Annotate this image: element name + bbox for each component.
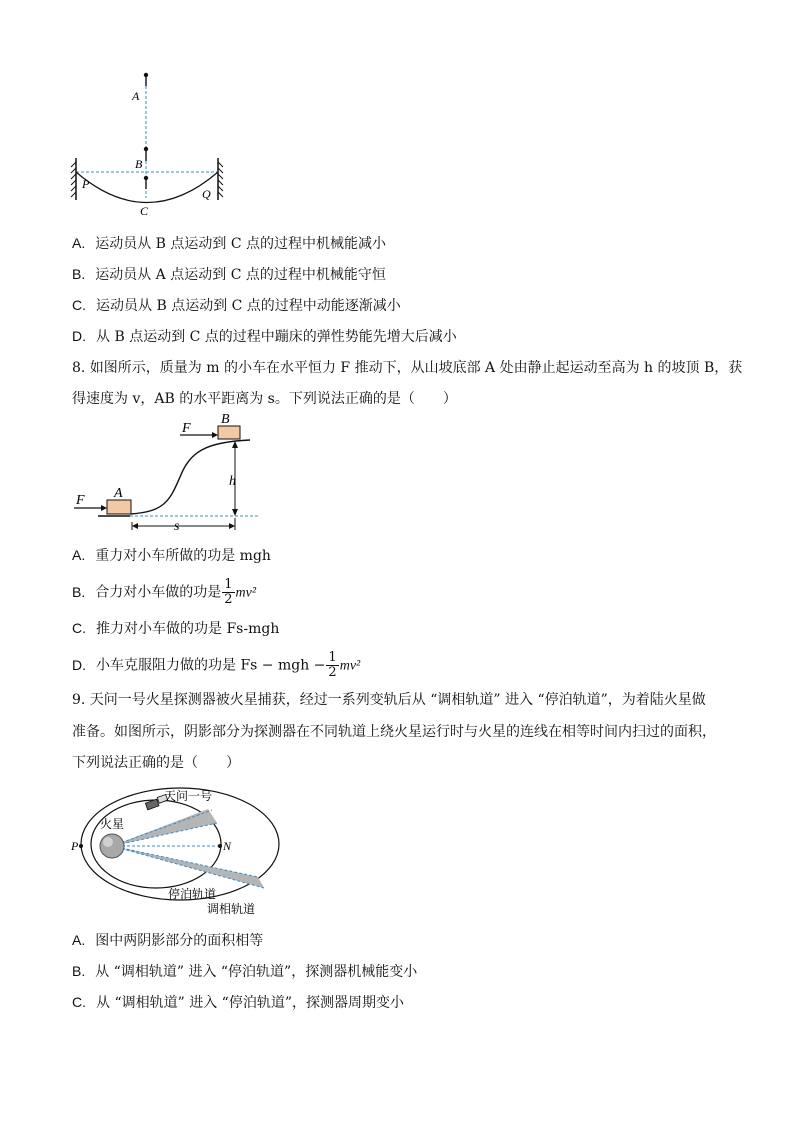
q8-option-d: D. 小车克服阻力做的功是 Fs − mgh − $\frac{1}{2}$ mv² bbox=[72, 650, 361, 680]
q7-option-a: A. 运动员从 B 点运动到 C 点的过程中机械能减小 bbox=[72, 235, 387, 252]
slope-figure bbox=[70, 412, 270, 534]
fraction: $\frac{1}{2}$ bbox=[224, 577, 233, 607]
point-Q-label: Q bbox=[202, 187, 211, 201]
point-B-label: B bbox=[135, 157, 143, 171]
probe-label: 天问一号 bbox=[164, 789, 213, 803]
q8-option-c: C. 推力对小车做的功是 Fs-mgh bbox=[72, 620, 280, 637]
height-h-label: h bbox=[229, 474, 236, 489]
point-P-label: P bbox=[71, 839, 79, 853]
force-F1-label: F bbox=[76, 493, 85, 508]
point-P-label: P bbox=[82, 177, 90, 191]
q9-option-b: B. 从 “调相轨道” 进入 “停泊轨道”，探测器机械能变小 bbox=[72, 963, 418, 980]
point-A-label: A bbox=[132, 89, 140, 103]
q7-option-b: B. 运动员从 A 点运动到 C 点的过程中机械能守恒 bbox=[72, 266, 386, 283]
point-N-label: N bbox=[223, 839, 232, 853]
point-A-label: A bbox=[114, 486, 123, 501]
orbit-figure bbox=[70, 782, 290, 922]
q8-stem-line2: 得速度为 v，AB 的水平距离为 s。下列说法正确的是（ ） bbox=[72, 391, 457, 407]
point-B-label: B bbox=[221, 412, 230, 427]
mars-label: 火星 bbox=[100, 817, 125, 831]
q9-stem-line2: 准备。如图所示，阴影部分为探测器在不同轨道上绕火星运行时与火星的连线在相等时间内扫过的面积， bbox=[72, 724, 716, 740]
q7-option-c: C. 运动员从 B 点运动到 C 点的过程中动能逐渐减小 bbox=[72, 297, 401, 314]
q8-option-a: A. 重力对小车所做的功是 mgh bbox=[72, 547, 271, 564]
q9-stem-line1: 9. 天问一号火星探测器被火星捕获，经过一系列变轨后从 “调相轨道” 进入 “停泊轨道”，为着陆火星做 bbox=[72, 692, 706, 708]
q9-option-a: A. 图中两阴影部分的面积相等 bbox=[72, 932, 264, 949]
q8-option-b: B. 合力对小车做的功是 $\frac{1}{2}$ mv² bbox=[72, 577, 257, 607]
point-C-label: C bbox=[140, 204, 149, 218]
force-F2-label: F bbox=[182, 421, 191, 436]
fraction: $\frac{1}{2}$ bbox=[328, 650, 337, 680]
phasing-orbit-label: 调相轨道 bbox=[207, 902, 256, 916]
distance-s-label: s bbox=[174, 519, 180, 534]
q9-stem-line3: 下列说法正确的是（ ） bbox=[72, 755, 240, 771]
q8-stem-line1: 8. 如图所示，质量为 m 的小车在水平恒力 F 推动下，从山坡底部 A 处由静止起运动至高为 h 的坡顶 B，获 bbox=[72, 360, 743, 376]
parking-orbit-label: 停泊轨道 bbox=[168, 887, 217, 901]
q7-option-d: D. 从 B 点运动到 C 点的过程中蹦床的弹性势能先增大后减小 bbox=[72, 328, 457, 345]
q9-option-c: C. 从 “调相轨道” 进入 “停泊轨道”，探测器周期变小 bbox=[72, 994, 404, 1011]
trampoline-figure bbox=[68, 68, 228, 218]
